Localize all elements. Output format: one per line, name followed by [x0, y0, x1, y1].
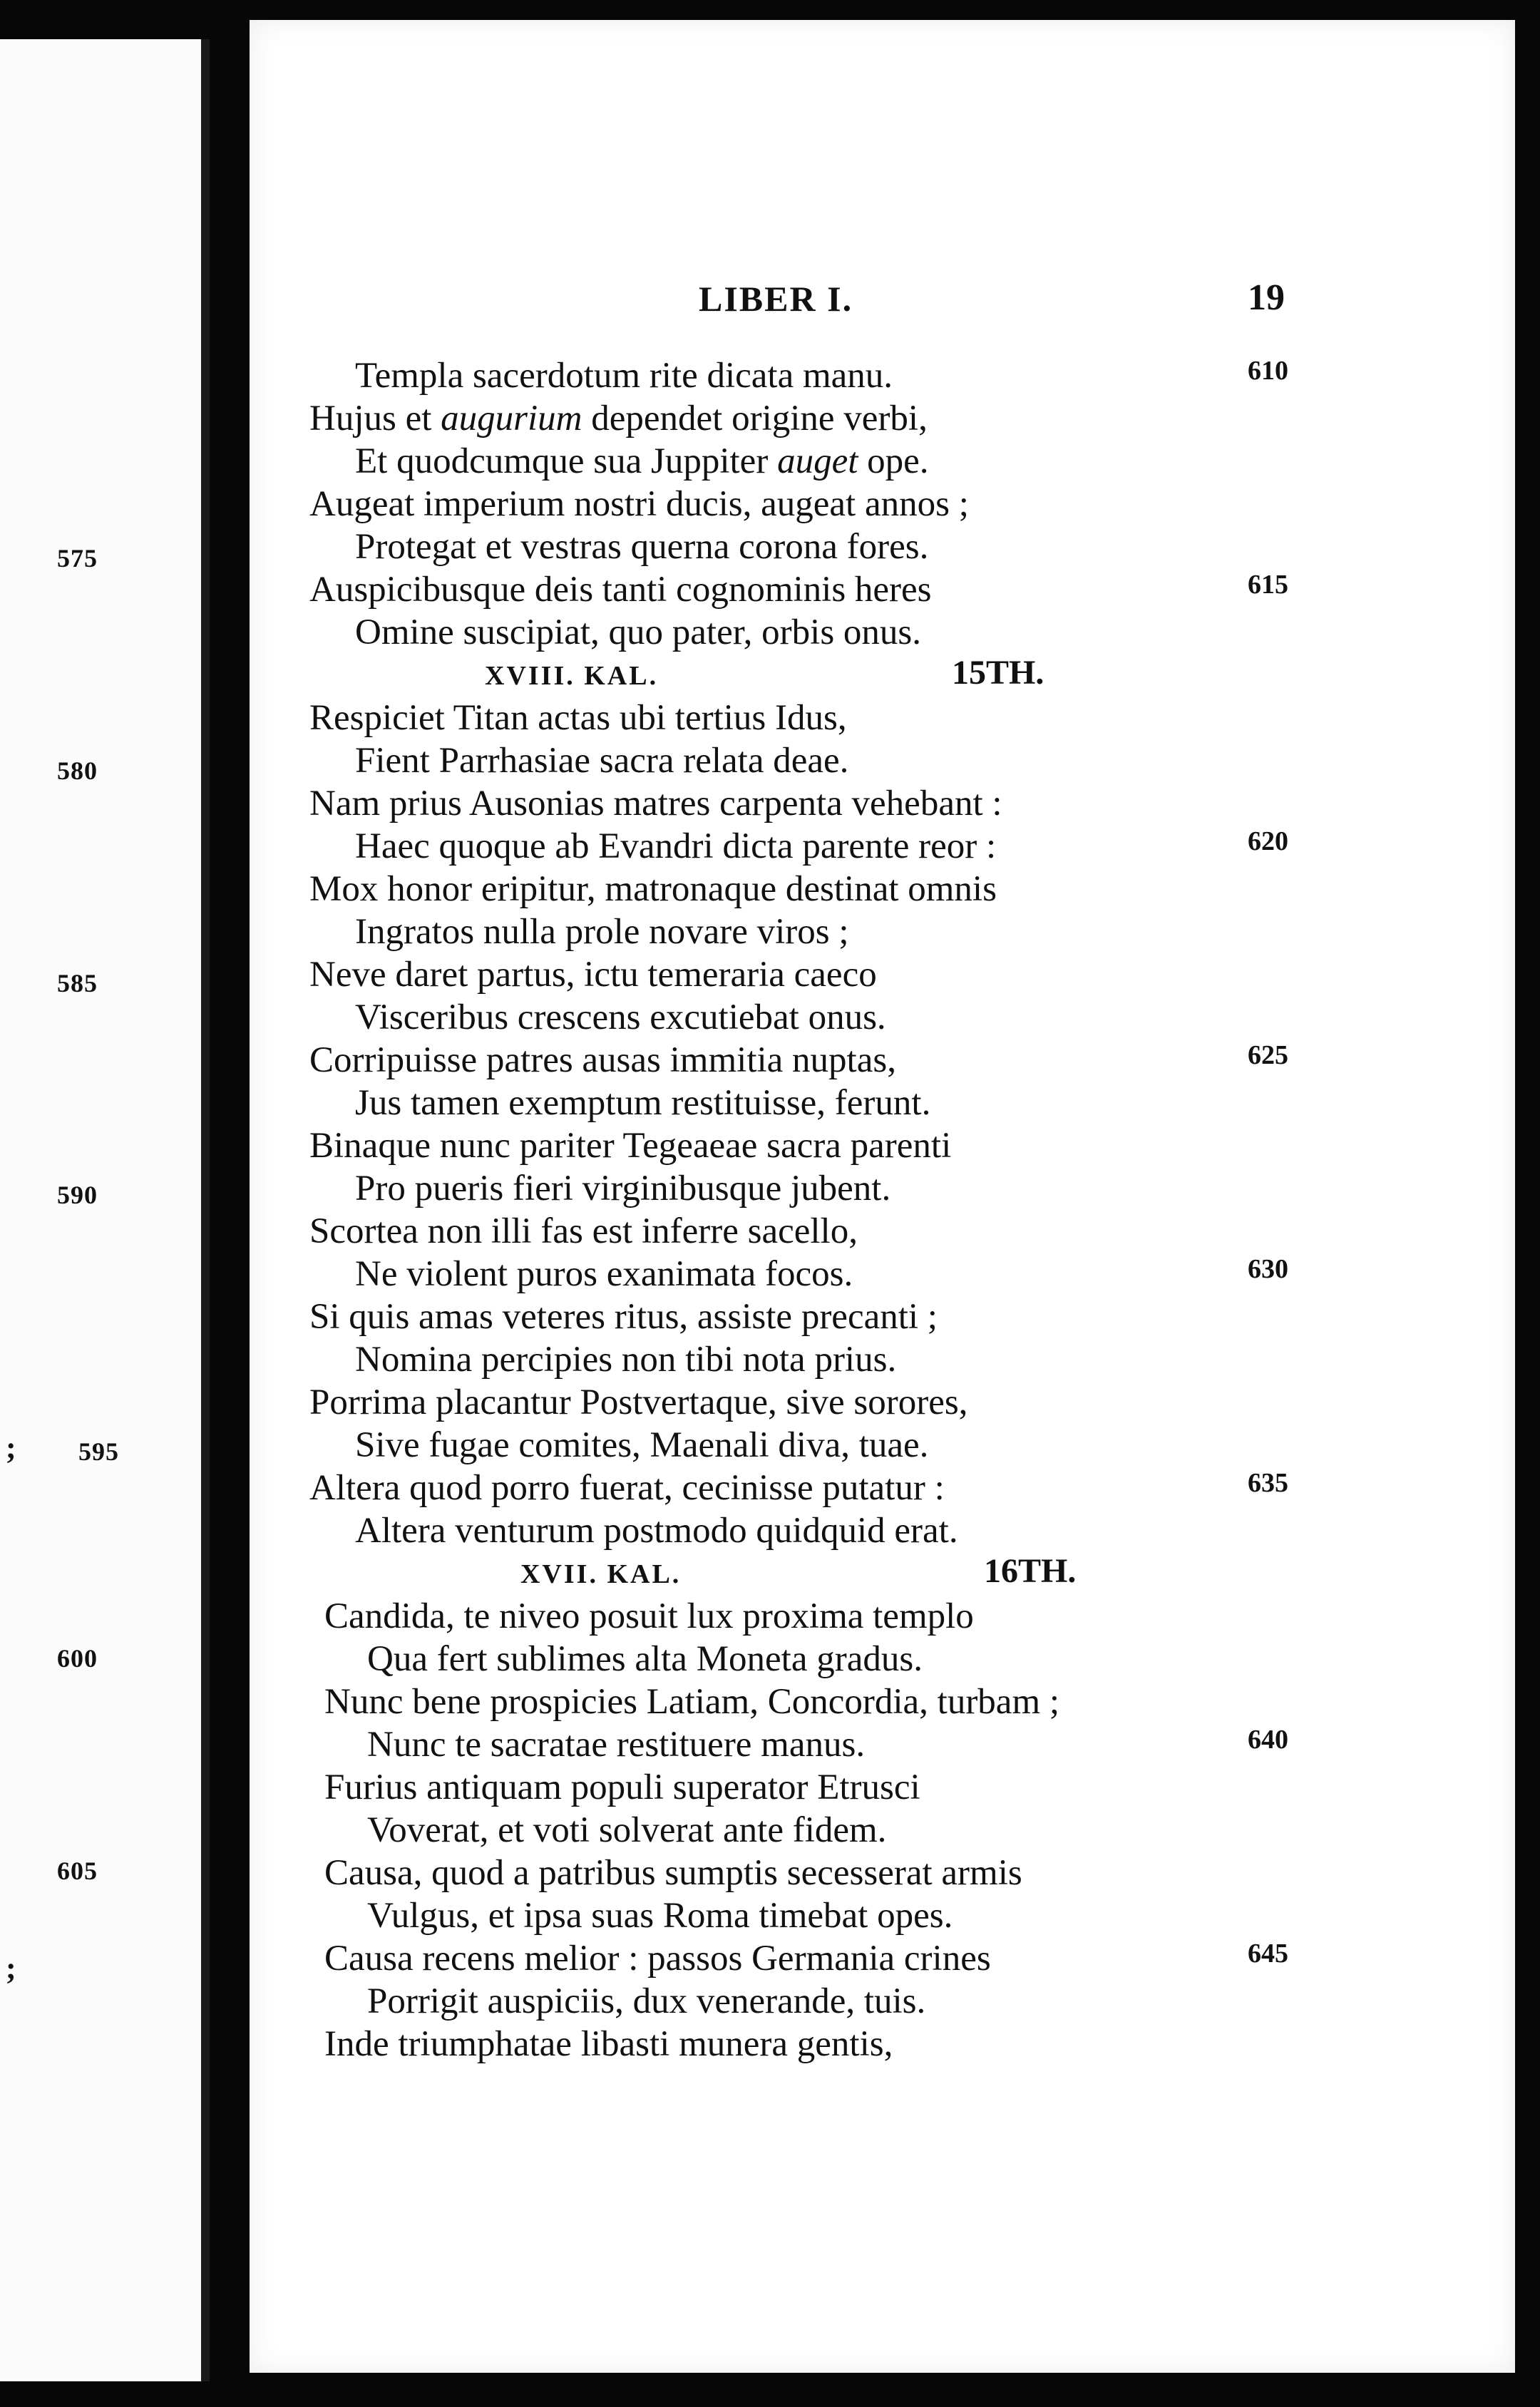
page-number: 19 [1248, 277, 1285, 318]
book-page [250, 20, 1515, 2373]
verse-line: Causa recens melior : passos Germania crines [324, 1939, 991, 1979]
previous-page-margin [0, 39, 210, 2381]
verse-line: Nunc te sacratae restituere manus. [367, 1725, 866, 1765]
verse-line: Neve daret partus, ictu temeraria caeco [309, 955, 877, 995]
verse-line: Auspicibusque deis tanti cognominis heres [309, 570, 932, 610]
verse-line: Corripuisse patres ausas immitia nuptas, [309, 1040, 896, 1080]
calendar-heading: XVII. KAL. [520, 1559, 682, 1589]
left-line-number: 585 [57, 969, 98, 997]
line-number: 625 [1248, 1040, 1288, 1070]
verse-line: Candida, te niveo posuit lux proxima templo [324, 1596, 974, 1636]
verse-line: Sive fugae comites, Maenali diva, tuae. [355, 1425, 929, 1465]
verse-line: Mox honor eripitur, matronaque destinat omnis [309, 869, 997, 909]
verse-line: Altera quod porro fuerat, cecinisse putatur : [309, 1468, 945, 1508]
left-semicolon: ; [6, 1430, 16, 1465]
left-line-number: 575 [57, 544, 98, 573]
verse-line: Omine suscipiat, quo pater, orbis onus. [355, 612, 922, 652]
verse-line: Et quodcumque sua Juppiter auget ope. [355, 441, 929, 481]
verse-line: Jus tamen exemptum restituisse, ferunt. [355, 1083, 931, 1123]
line-number: 640 [1248, 1725, 1288, 1755]
verse-line: Nunc bene prospicies Latiam, Concordia, turbam ; [324, 1682, 1060, 1722]
verse-line: Hujus et augurium dependet origine verbi, [309, 399, 928, 438]
left-line-number: 595 [78, 1437, 119, 1466]
left-semicolon: ; [6, 1951, 16, 1986]
verse-line: Inde triumphatae libasti munera gentis, [324, 2024, 893, 2064]
verse-line: Ne violent puros exanimata focos. [355, 1254, 853, 1294]
verse-line: Respiciet Titan actas ubi tertius Idus, [309, 698, 847, 738]
verse-line: Qua fert sublimes alta Moneta gradus. [367, 1639, 923, 1679]
verse-line: Visceribus crescens excutiebat onus. [355, 997, 886, 1037]
page-header: LIBER I. [699, 279, 853, 319]
left-line-number: 600 [57, 1644, 98, 1673]
verse-line: Furius antiquam populi superator Etrusci [324, 1767, 920, 1807]
line-number: 645 [1248, 1939, 1288, 1969]
verse-line: Haec quoque ab Evandri dicta parente reor : [355, 826, 997, 866]
left-line-number: 590 [57, 1181, 98, 1209]
verse-line: Nomina percipies non tibi nota prius. [355, 1340, 897, 1380]
verse-line: Pro pueris fieri virginibusque jubent. [355, 1169, 891, 1208]
verse-line: Altera venturum postmodo quidquid erat. [355, 1511, 958, 1551]
verse-line: Vulgus, et ipsa suas Roma timebat opes. [367, 1896, 953, 1936]
verse-line: Binaque nunc pariter Tegeaeae sacra parenti [309, 1126, 952, 1166]
verse-line: Porrima placantur Postvertaque, sive sorores, [309, 1382, 968, 1422]
calendar-date: 15TH. [952, 654, 1044, 692]
line-number: 635 [1248, 1468, 1288, 1498]
calendar-date: 16TH. [984, 1552, 1077, 1590]
left-line-number: 580 [57, 756, 98, 785]
verse-line: Si quis amas veteres ritus, assiste precanti ; [309, 1297, 938, 1337]
italic-word: auget [777, 441, 858, 481]
verse-line: Causa, quod a patribus sumptis secesserat armis [324, 1853, 1022, 1893]
verse-line: Nam prius Ausonias matres carpenta vehebant : [309, 784, 1002, 823]
verse-line: Fient Parrhasiae sacra relata deae. [355, 741, 849, 781]
italic-word: augurium [441, 399, 582, 438]
left-line-number: 605 [57, 1857, 98, 1885]
line-number: 630 [1248, 1254, 1288, 1284]
verse-line: Templa sacerdotum rite dicata manu. [355, 356, 893, 396]
calendar-heading: XVIII. KAL. [485, 661, 659, 691]
verse-line: Ingratos nulla prole novare viros ; [355, 912, 849, 952]
verse-line: Augeat imperium nostri ducis, augeat annos ; [309, 484, 969, 524]
verse-line: Scortea non illi fas est inferre sacello, [309, 1211, 858, 1251]
verse-line: Protegat et vestras querna corona fores. [355, 527, 929, 567]
line-number: 615 [1248, 570, 1288, 600]
line-number: 620 [1248, 826, 1288, 856]
verse-line: Porrigit auspiciis, dux venerande, tuis. [367, 1981, 926, 2021]
line-number: 610 [1248, 356, 1288, 386]
verse-line: Voverat, et voti solverat ante fidem. [367, 1810, 887, 1850]
